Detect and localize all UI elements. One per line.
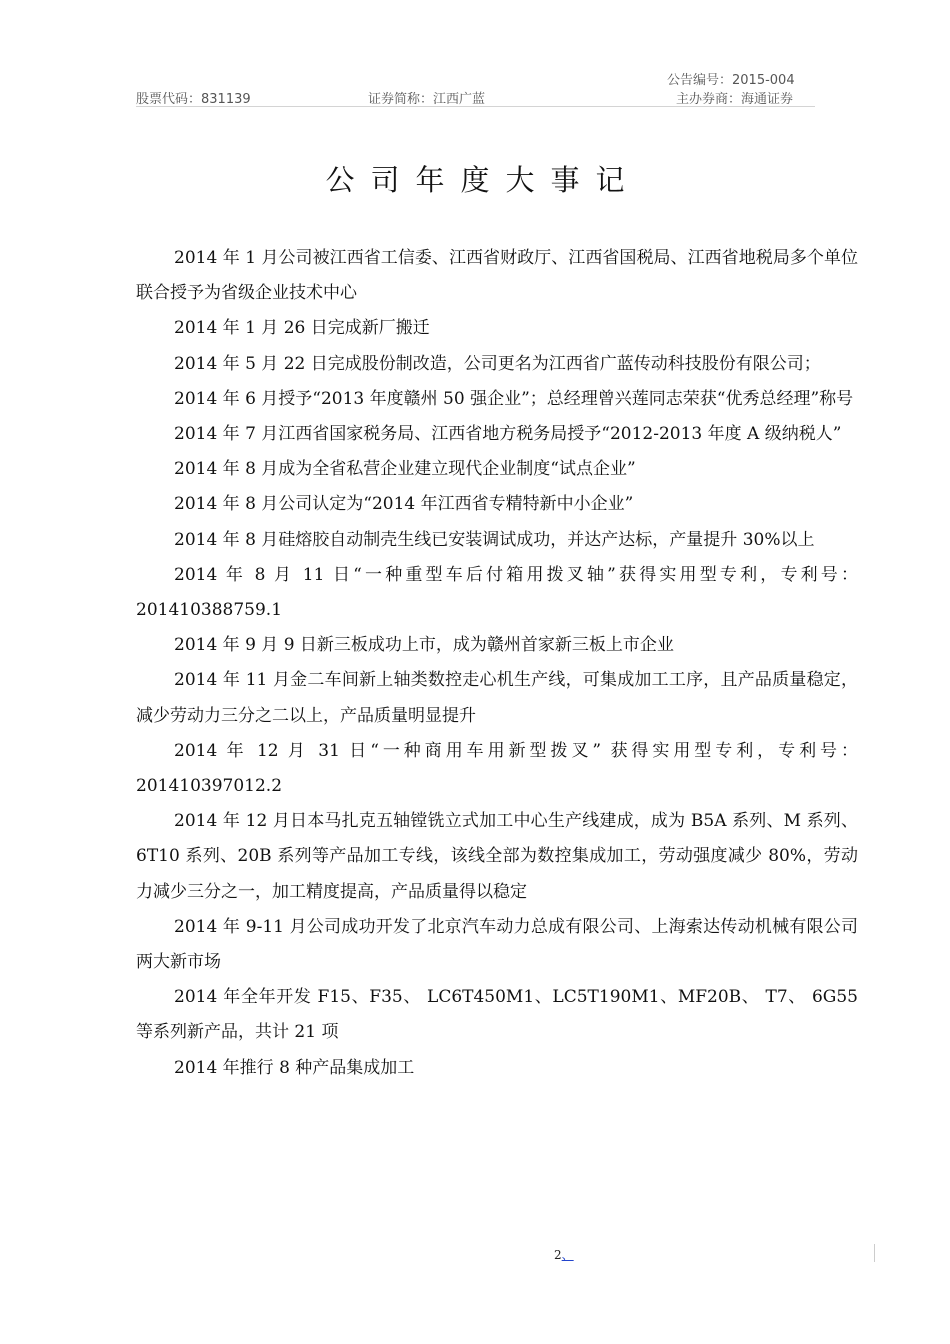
header-divider: [136, 106, 815, 107]
event-item: 2014 年 1 月公司被江西省工信委、江西省财政厅、江西省国税局、江西省地税局多个单位联合授予为省级企业技术中心: [136, 248, 858, 304]
event-item: 2014 年 8 月硅熔胶自动制壳生线已安装调试成功，并达产达标，产量提升 30%以上: [174, 529, 815, 550]
event-item: 2014 年 5 月 22 日完成股份制改造，公司更名为江西省广蓝传动科技股份有限公司；: [174, 353, 821, 374]
event-item: 2014 年 8 月 11 日“一种重型车后付箱用拨叉轴”获得实用型专利，专利号：201410388759.1: [136, 564, 858, 621]
sponsor-broker: 主办券商：海通证券: [676, 92, 794, 107]
event-item: 2014 年 9 月 9 日新三板成功上市，成为赣州首家新三板上市企业: [174, 635, 674, 656]
page-number: [554, 1246, 574, 1263]
event-item: 2014 年 8 月成为全省私营企业建立现代企业制度“试点企业”: [174, 459, 636, 480]
event-item: 2014 年 1 月 26 日完成新厂搬迁: [174, 318, 430, 339]
event-item: 2014 年 6 月授予“2013 年度赣州 50 强企业”；总经理曾兴莲同志荣获“优秀总经理”称号: [174, 388, 854, 409]
page-number-suffix: 、: [561, 1248, 574, 1262]
stock-abbreviation: 证券简称：江西广蓝: [368, 92, 486, 107]
event-item: 2014 年全年开发 F15、F35、 LC6T450M1、LC5T190M1、MF20B、 T7、 6G55 等系列新产品，共计 21 项: [136, 987, 858, 1043]
notice-number: 公告编号：2015-004: [667, 73, 795, 88]
margin-marker: [874, 1244, 875, 1262]
event-item: 2014 年 9-11 月公司成功开发了北京汽车动力总成有限公司、上海索达传动机械有限公司两大新市场: [136, 916, 858, 973]
event-item: 2014 年 12 月日本马扎克五轴镗铣立式加工中心生产线建成，成为 B5A 系列、M 系列、6T10 系列、20B 系列等产品加工专线，该线全部为数控集成加工，劳动强度减少 80%，劳动力减少三分之一，加工精度提高，产品质量得以稳定: [136, 811, 858, 902]
event-item: 2014 年 8 月公司认定为“2014 年江西省专精特新中小企业”: [174, 494, 634, 515]
page-number-value: 2: [554, 1248, 562, 1262]
event-list: [136, 241, 858, 1086]
event-item: 2014 年 11 月金二车间新上轴类数控走心机生产线，可集成加工工序，且产品质量稳定，减少劳动力三分之二以上，产品质量明显提升: [136, 670, 858, 726]
stock-code: 股票代码：831139: [136, 92, 251, 107]
event-item: 2014 年推行 8 种产品集成加工: [174, 1057, 415, 1078]
page-title: 公司年度大事记: [325, 163, 641, 197]
event-item: 2014 年 7 月江西省国家税务局、江西省地方税务局授予“2012-2013 年度 A 级纳税人”: [174, 424, 842, 445]
event-item: 2014 年 12 月 31 日“一种商用车用新型拨叉” 获得实用型专利，专利号：201410397012.2: [136, 740, 858, 797]
